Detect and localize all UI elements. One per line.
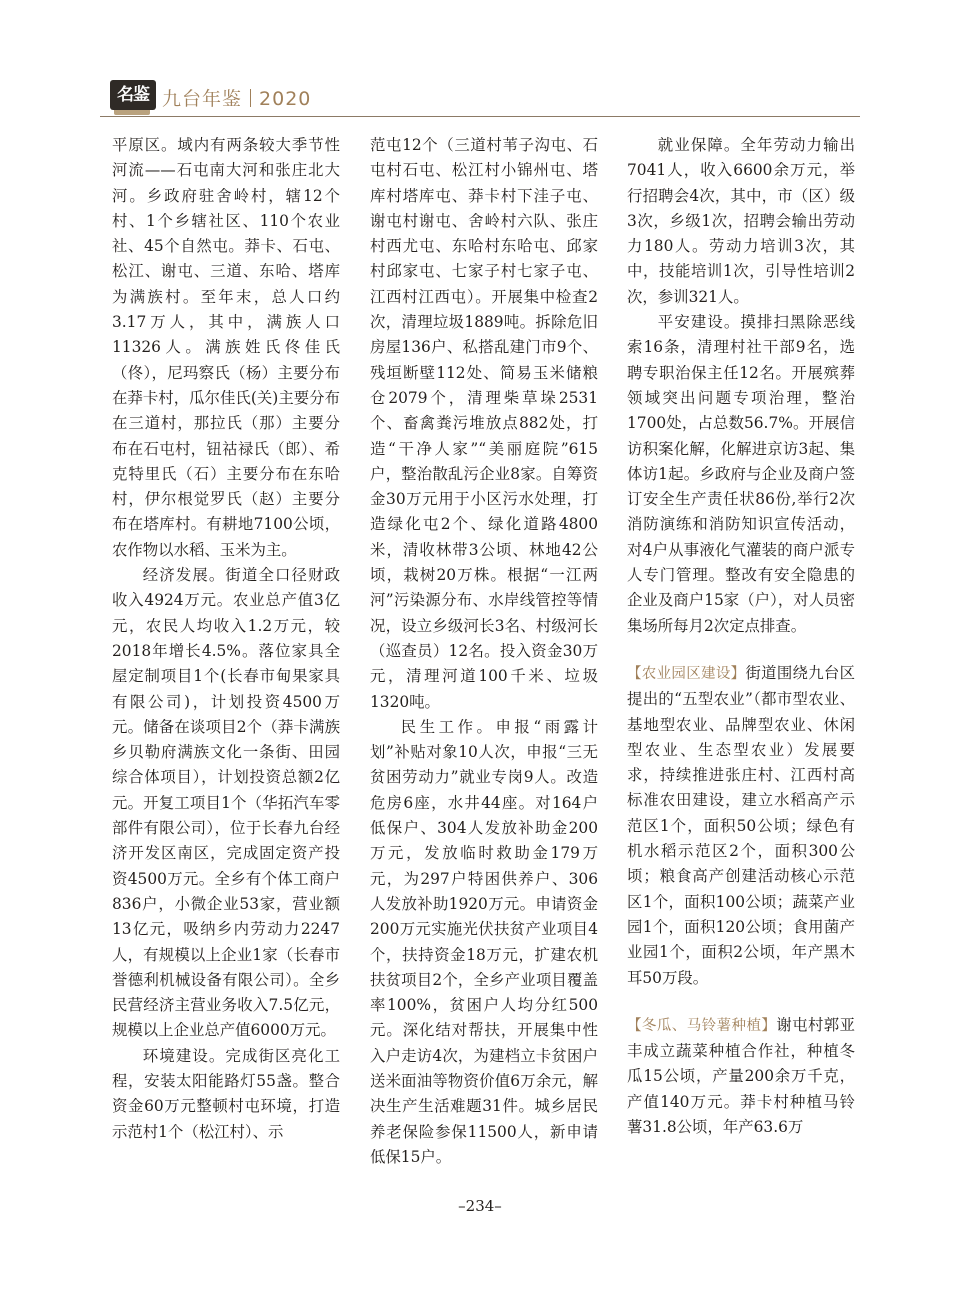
section-agricultural-park (627, 661, 855, 991)
paragraph-economic-development: 经济发展。街道全口径财政收入4924万元。农业总产值3亿元，农民人均收入1.2万元，较2018年增长4.5%。落位家具全屋定制项目1个(长春市甸果家具有限公司)，计划投资4500万元。储备在谈项目2个（莽卡满族乡贝勒府满族文化一条街、田园综合体项目），计划投资总额2亿元。开复工项目1个（华拓汽车零部件有限公司），位于长春九台经济开发区南区，完成固定资产投资4500万元。全乡有个体工商户836户，小微企业53家，营业额13亿元，吸纳乡内劳动力2247人，有规模以上企业1家（长春市誉德利机械设备有限公司）。全乡民营经济主营业务收入7.5亿元，规模以上企业总产值6000万元。 (112, 566, 340, 1040)
paragraph: 平原区。域内有两条较大季节性河流——石屯南大河和张庄北大河。乡政府驻舍岭村，辖12个村、1个乡辖社区、110个农业社、45个自然屯。莽卡、石屯、松江、谢屯、三道、东哈、塔库为满族村。至年末，总人口约3.17万人，其中，满族人口11326人。满族姓氏佟佳氏（佟），尼玛察氏（杨）主要分布在莽卡村，瓜尔佳氏(关)主要分布在三道村，那拉氏（那）主要分布在石屯村，钮祜禄氏（郎）、希克特里氏（石）主要分布在东哈村，伊尔根觉罗氏（赵）主要分布在塔库村。有耕地7100公顷，农作物以水稻、玉米为主。 (112, 136, 340, 559)
section-heading: 【农业园区建设】 (627, 665, 746, 682)
running-title (162, 84, 311, 111)
yearbook-logo (110, 80, 156, 110)
paragraph: 范屯12个（三道村苇子沟屯、石屯村石屯、松江村小锦州屯、塔库村塔库屯、莽卡村下洼子屯、谢屯村谢屯、舍岭村六队、张庄村西尤屯、东哈村东哈屯、邱家村邱家屯、七家子村七家子屯、江西村江西屯）。开展集中检查2次，清理垃圾1889吨。拆除危旧房屋136户、私搭乱建门市9个、残垣断壁112处、简易玉米储粮仓2079个，清理柴草垛2531个、畜禽粪污堆放点882处，打造“干净人家”“美丽庭院”615户，整治散乱污企业8家。自筹资金30万元用于小区污水处理，打造绿化屯2个、绿化道路4800米，清收林带3公顷、林地42公顷，栽树20万株。根据“一江两河”污染源分布、水岸线管控等情况，设立乡级河长3名、村级河长（巡查员）12名。投入资金30万元，清理河道100千米、垃圾1320吨。 (370, 136, 598, 711)
text-column-2 (370, 133, 598, 1170)
text-column-1 (112, 133, 340, 1145)
section-heading: 【冬瓜、马铃薯种植】 (627, 1017, 777, 1034)
page-header (100, 74, 860, 120)
text-column-3 (627, 133, 855, 1140)
paragraph-environment: 环境建设。完成街区亮化工程，安装太阳能路灯55盏。整合资金60万元整顿村屯环境，打造示范村1个（松江村）、示 (112, 1046, 340, 1141)
logo-text: 名鉴 (117, 85, 149, 105)
paragraph-public-safety: 平安建设。摸排扫黑除恶线索16条，清理村社干部9名，选聘专职治保主任12名。开展殡葬领域突出问题专项治理，整治1700处，占总数56.7%。开展信访积案化解，化解进京访3起、集体访1起。乡政府与企业及商户签订安全生产责任状86份,举行2次消防演练和消防知识宣传活动，对4户从事液化气灌装的商户派专人专门管理。整改有安全隐患的企业及商户15家（户），对人员密集场所每月2次定点排查。 (627, 313, 855, 635)
book-title: 九台年鉴 (162, 88, 243, 110)
section-winter-melon-potato (627, 1013, 855, 1140)
section-body: 街道围绕九台区提出的“五型农业”（都市型农业、基地型农业、品牌型农业、休闲型农业、生态型农业）发展要求，持续推进张庄村、江西村高标准农田建设，建立水稻高产示范区1个，面积50公顷；绿色有机水稻示范区2个，面积300公顷；粮食高产创建活动核心示范区1个，面积100公顷；蔬菜产业园1个，面积120公顷；食用菌产业园1个，面积2公顷，年产黑木耳50万段。 (627, 663, 855, 987)
logo-underline (114, 110, 150, 115)
section-body: 谢屯村郭亚丰成立蔬菜种植合作社，种植冬瓜15公顷，产量200余万千克，产值140万元。莽卡村种植马铃薯31.8公顷，年产63.6万 (627, 1015, 855, 1136)
paragraph-livelihood: 民生工作。申报“雨露计划”补贴对象10人次，申报“三无贫困劳动力”就业专岗9人。改造危房6座，水井44座。对164户低保户、304人发放补助金200万元，发放临时救助金179万元，为297户特困供养户、306人发放补助1920万元。申请资金200万元实施光伏扶贫产业项目4个，扶持资金18万元，扩建农机扶贫项目2个，全乡产业项目覆盖率100%，贫困户人均分红500元。深化结对帮扶，开展集中性入户走访4次，为建档立卡贫困户送米面油等物资价值6万余元，解决生产生活难题31件。城乡居民养老保险参保11500人，新申请低保15户。 (370, 717, 598, 1166)
page-number: –234– (458, 1197, 502, 1215)
title-separator (250, 89, 251, 107)
header-rule (100, 116, 860, 117)
paragraph-employment: 就业保障。全年劳动力输出7041人，收入6600余万元，举行招聘会4次，其中，市（区）级3次，乡级1次，招聘会输出劳动力180人。劳动力培训3次，其中，技能培训1次，引导性培训2次，参训321人。 (627, 136, 855, 306)
book-year: 2020 (259, 88, 312, 110)
